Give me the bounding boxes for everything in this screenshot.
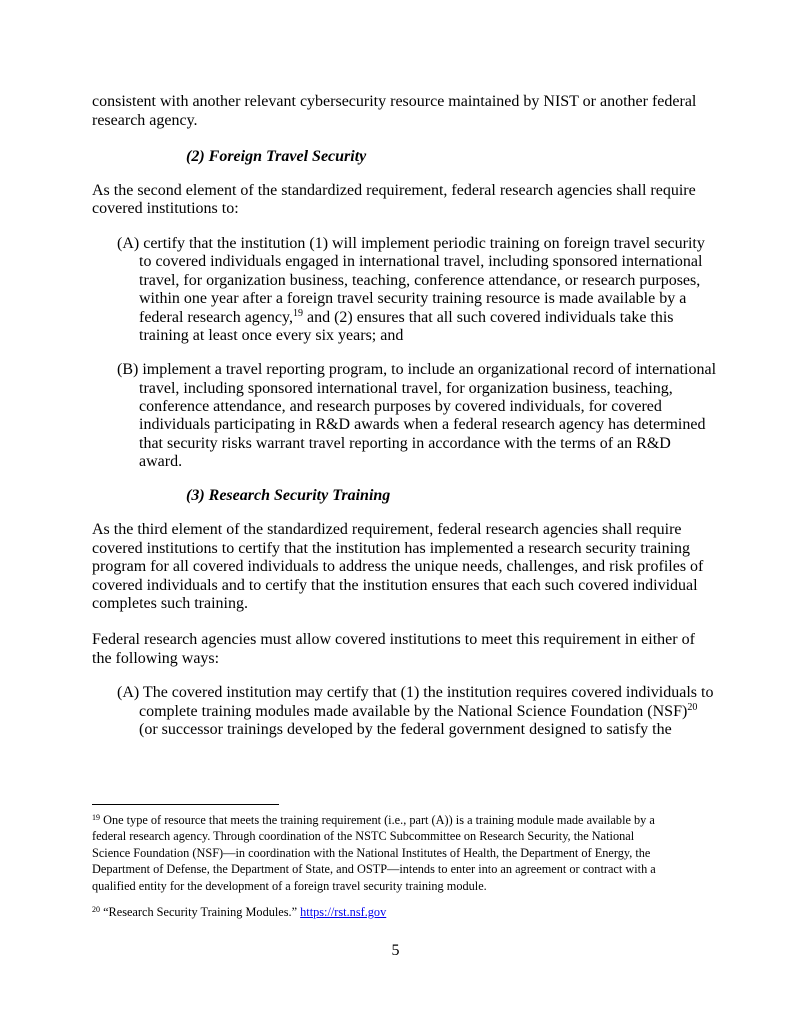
footnote-link[interactable]: https://rst.nsf.gov (300, 905, 387, 919)
text: complete training modules made available by the National Science Foundation (NSF) (139, 703, 688, 720)
list-item-line (139, 703, 697, 721)
section-heading-research-security-training: (3) Research Security Training (186, 487, 391, 504)
footnote-divider (92, 804, 279, 805)
paragraph-line: covered institutions to: (92, 200, 239, 217)
paragraph-line: As the second element of the standardized requirement, federal research agencies shall require (92, 182, 696, 199)
text: federal research agency, (139, 309, 293, 326)
list-item-line: (or successor trainings developed by the federal government designed to satisfy the (139, 721, 672, 738)
paragraph-line: consistent with another relevant cybersecurity resource maintained by NIST or another federal (92, 93, 697, 110)
footnote-number: 19 (92, 813, 100, 822)
footnote-20 (92, 905, 386, 920)
text: and (2) ensures that all such covered individuals take this (302, 309, 674, 326)
paragraph-line: research agency. (92, 112, 198, 129)
paragraph-line: completes such training. (92, 595, 248, 612)
list-item-line: (B) implement a travel reporting program, to include an organizational record of international (117, 361, 717, 378)
footnote-19-line (92, 813, 655, 828)
list-item-line: (A) The covered institution may certify that (1) the institution requires covered individuals to (117, 684, 714, 701)
footnote-ref-19[interactable]: 19 (292, 308, 303, 319)
paragraph-line: covered institutions to certify that the institution has implemented a research security training (92, 540, 691, 557)
paragraph-line: As the third element of the standardized requirement, federal research agencies shall require (92, 521, 682, 538)
footnote-19-line: Department of Defense, the Department of State, and OSTP—intends to enter into an agreement or contract with a (92, 862, 656, 876)
list-item-line: travel, for organization business, teaching, conference attendance, or research purposes, (139, 272, 701, 289)
paragraph-line: program for all covered individuals to address the unique needs, challenges, and risk profiles of (92, 558, 704, 575)
footnote-number: 20 (92, 905, 100, 914)
page-number: 5 (391, 942, 400, 959)
text: “Research Security Training Modules.” (100, 905, 301, 919)
footnote-19-line: Science Foundation (NSF)—in coordination with the National Institutes of Health, the Department of Energy, the (92, 846, 651, 860)
list-item-line: within one year after a foreign travel security training resource is made available by a (139, 290, 687, 307)
list-item-line: that security risks warrant travel reporting in accordance with the terms of an R&D (139, 435, 671, 452)
paragraph-line: the following ways: (92, 650, 220, 667)
list-item-line: travel, including sponsored international travel, for organization business, teaching, (139, 380, 673, 397)
list-item-line: individuals participating in R&D awards when a federal research agency has determined (139, 416, 706, 433)
list-item-line: (A) certify that the institution (1) will implement periodic training on foreign travel security (117, 235, 705, 252)
list-item-line (139, 309, 674, 327)
footnote-19-line: federal research agency. Through coordination of the NSTC Subcommittee on Research Security, the National (92, 829, 635, 843)
list-item-line: conference attendance, and research purposes by covered individuals, for covered (139, 398, 662, 415)
list-item-line: to covered individuals engaged in international travel, including sponsored international (139, 253, 703, 270)
footnote-19-line: qualified entity for the development of a foreign travel security training module. (92, 879, 487, 893)
paragraph-line: covered individuals and to certify that the institution ensures that each such covered individual (92, 577, 698, 594)
list-item-line: award. (139, 453, 183, 470)
section-heading-foreign-travel: (2) Foreign Travel Security (186, 148, 367, 165)
text: One type of resource that meets the training requirement (i.e., part (A)) is a training module made available by a (100, 813, 655, 827)
list-item-line: training at least once every six years; and (139, 327, 404, 344)
footnote-ref-20[interactable]: 20 (687, 702, 698, 713)
paragraph-line: Federal research agencies must allow covered institutions to meet this requirement in either of (92, 631, 695, 648)
